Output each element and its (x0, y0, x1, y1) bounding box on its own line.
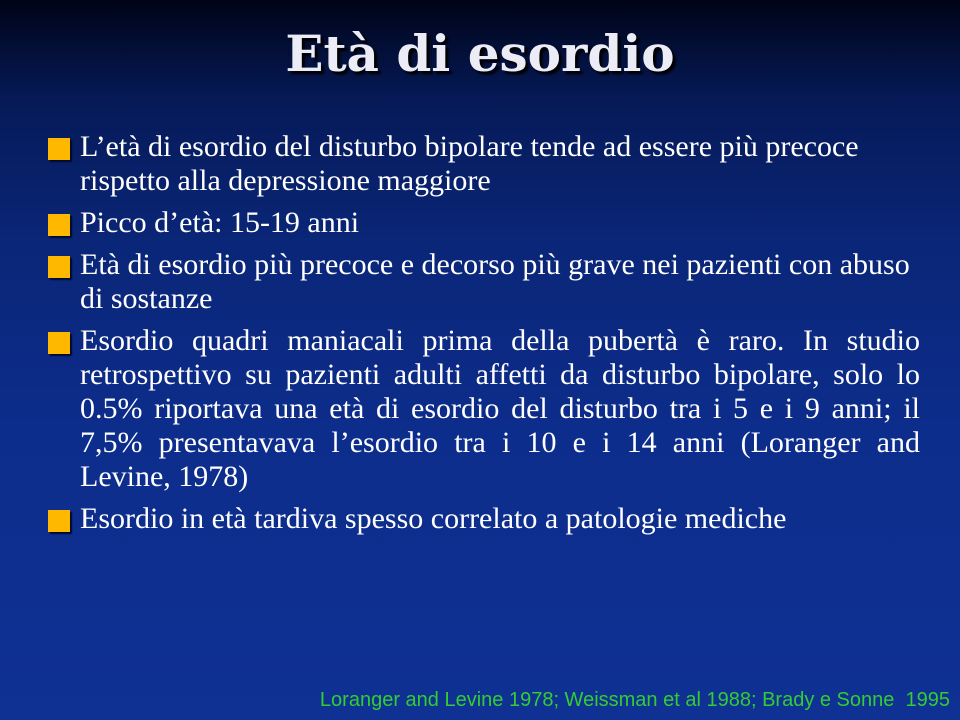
square-bullet-icon (48, 256, 70, 278)
references-footer: Loranger and Levine 1978; Weissman et al 1988; Brady e Sonne 1995 (319, 689, 950, 711)
bullet-item (48, 130, 920, 198)
square-bullet-icon (48, 332, 70, 354)
square-bullet-icon (48, 138, 70, 160)
bullet-item (48, 248, 920, 316)
bullet-text: Esordio quadri maniacali prima della pubertà è raro. In studio retrospettivo su pazienti adulti affetti da disturbo bipolare, solo lo 0.5% riportava una età di esordio del disturbo tra i 5 e i 9 anni; il 7,5% presentavava l’esordio tra i 10 e i 14 anni (Loranger and Levine, 1978) (80, 324, 920, 493)
square-bullet-icon (48, 214, 70, 236)
square-bullet-icon (48, 510, 70, 532)
bullet-item (48, 502, 920, 536)
bullet-text: Esordio in età tardiva spesso correlato a patologie mediche (80, 502, 787, 535)
bullet-list (48, 130, 920, 544)
bullet-item (48, 324, 920, 494)
bullet-text: L’età di esordio del disturbo bipolare tende ad essere più precoce rispetto alla depressione maggiore (80, 130, 859, 197)
slide-title: Età di esordio (285, 24, 675, 83)
bullet-text: Picco d’età: 15-19 anni (80, 206, 360, 239)
bullet-text: Età di esordio più precoce e decorso più grave nei pazienti con abuso di sostanze (80, 248, 910, 315)
bullet-item (48, 206, 920, 240)
